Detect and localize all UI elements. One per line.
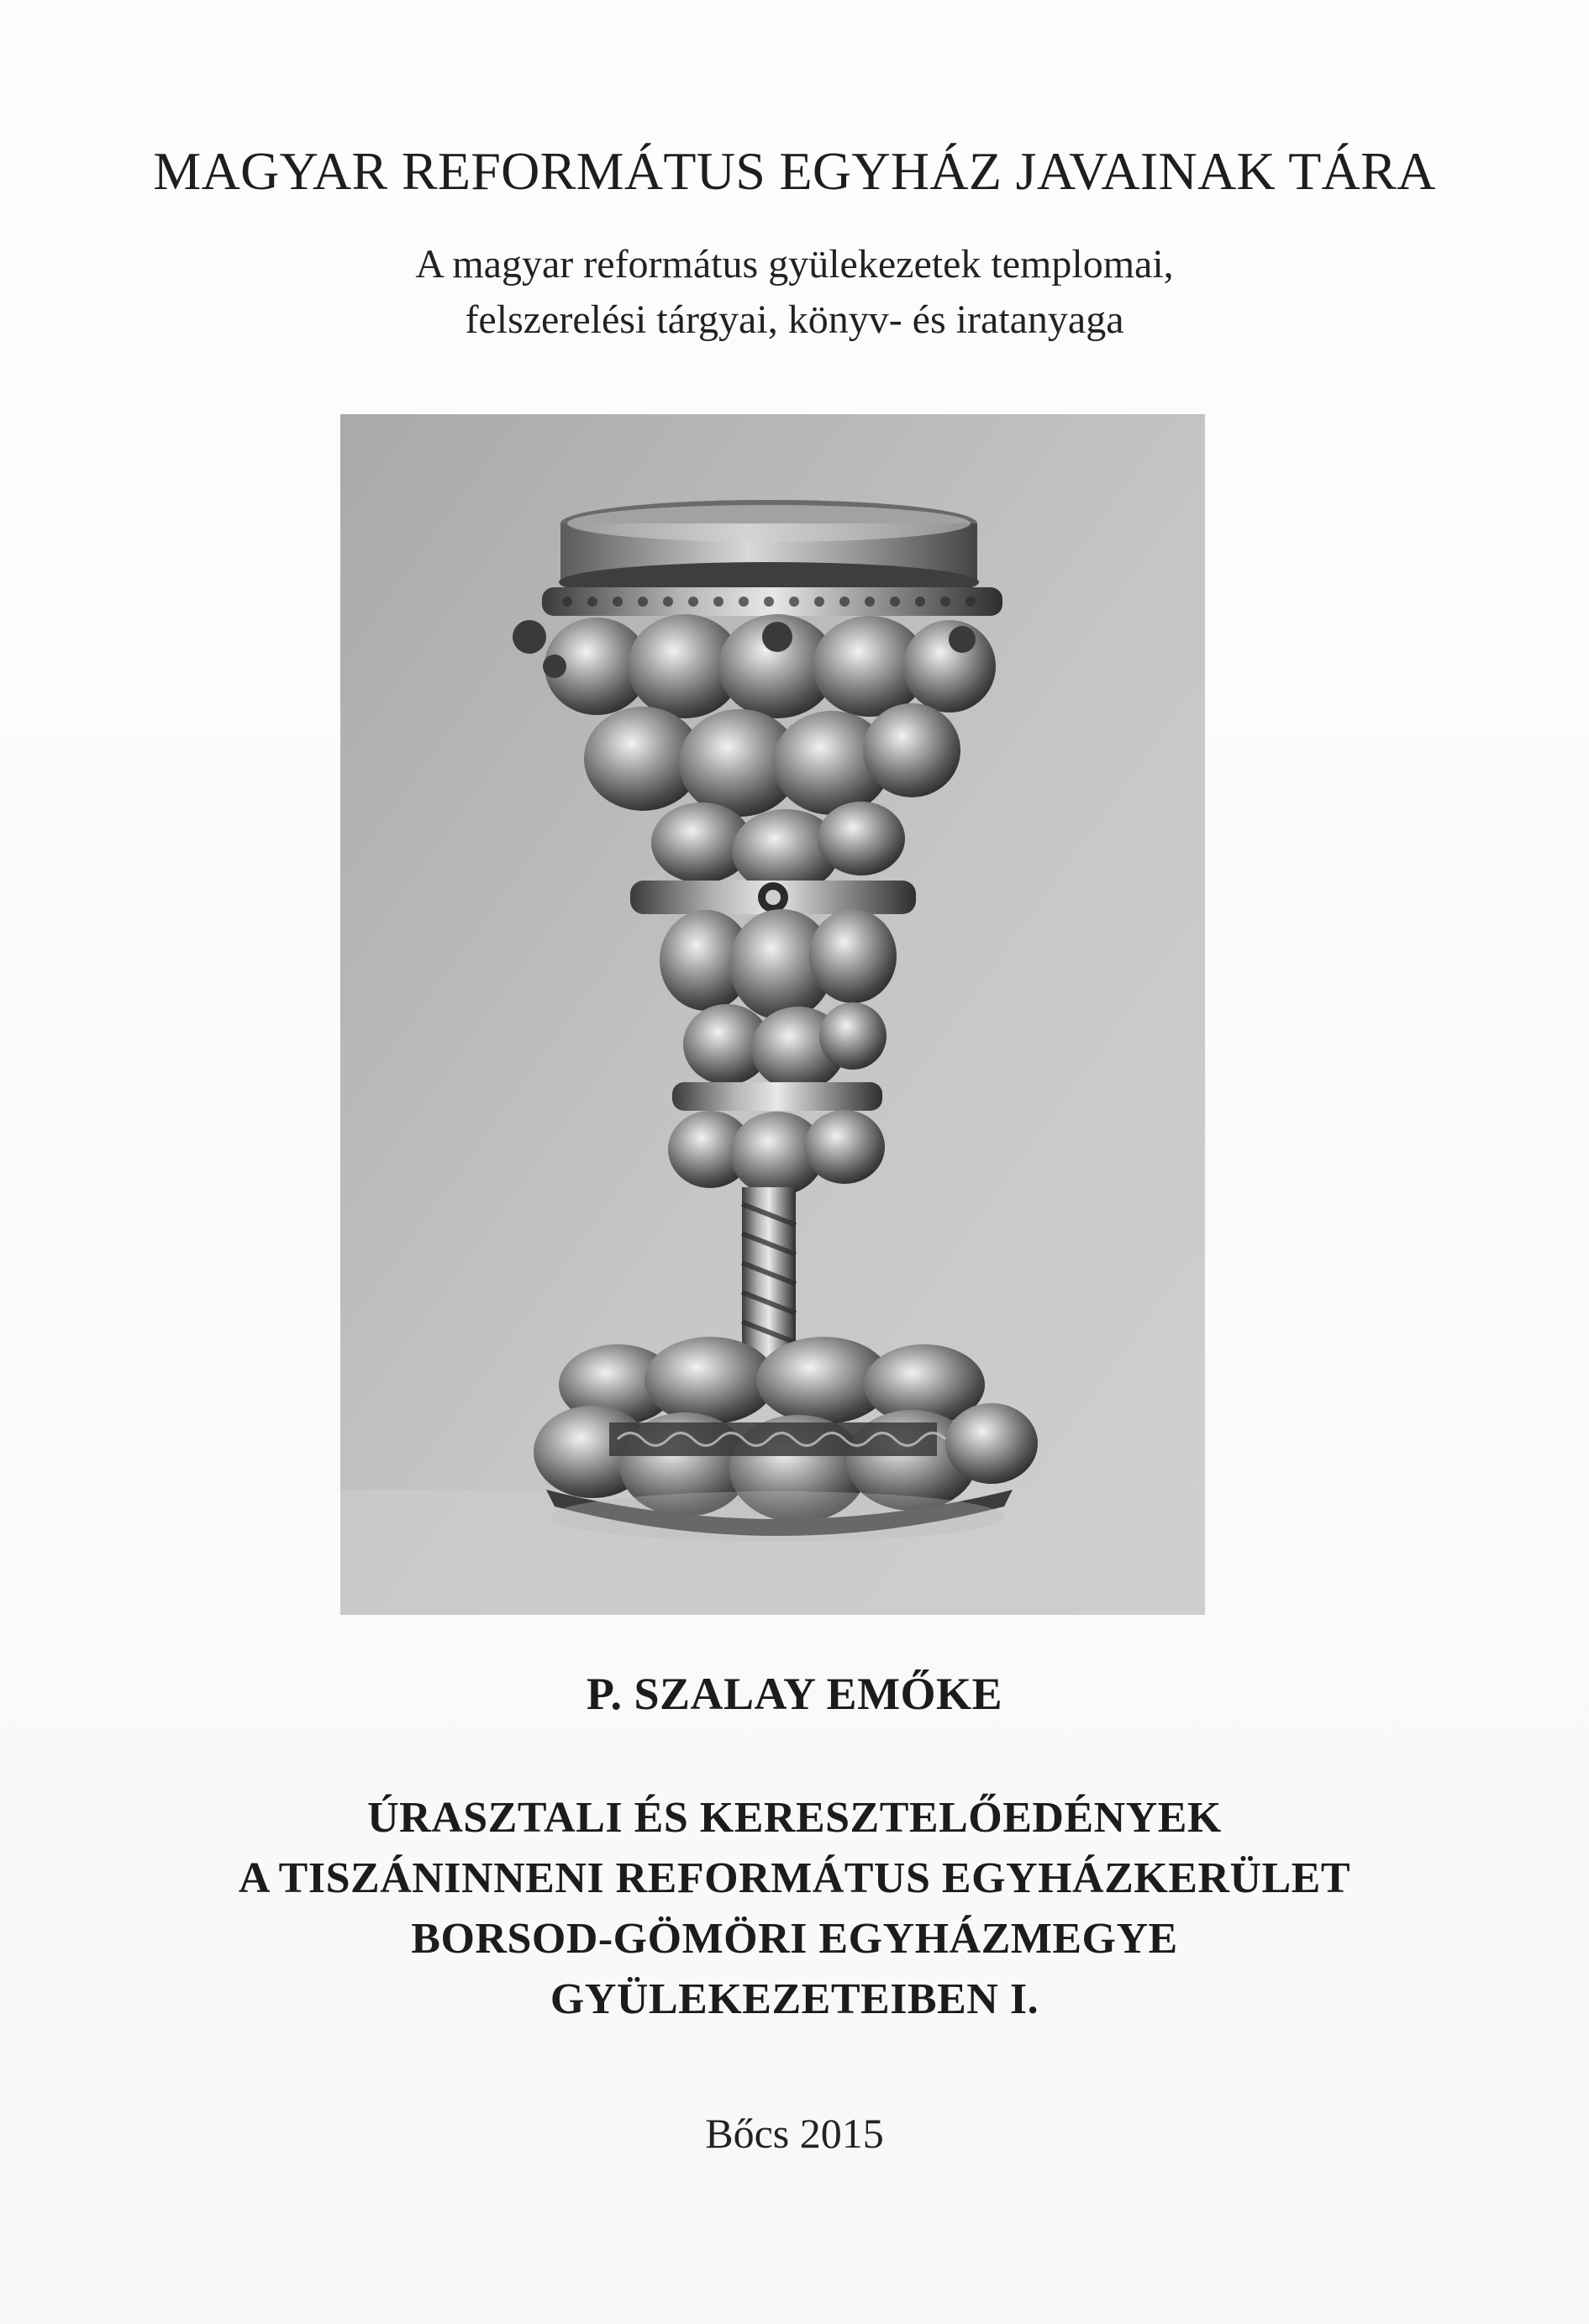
chalice-photograph xyxy=(340,414,1205,1615)
book-title-line-1: ÚRASZTALI ÉS KERESZTELŐEDÉNYEK xyxy=(367,1794,1222,1842)
book-title xyxy=(0,1788,1589,2030)
book-title-line-3: BORSOD-GÖMÖRI EGYHÁZMEGYE xyxy=(411,1915,1178,1963)
series-title: MAGYAR REFORMÁTUS EGYHÁZ JAVAINAK TÁRA xyxy=(153,141,1436,201)
chalice-illustration xyxy=(340,414,1205,1615)
series-subtitle xyxy=(0,237,1589,348)
imprint-place-year: Bőcs 2015 xyxy=(705,2110,884,2157)
series-subtitle-line-2: felszerelési tárgyai, könyv- és iratanyaga xyxy=(465,297,1124,342)
book-title-line-2: A TISZÁNINNENI REFORMÁTUS EGYHÁZKERÜLET xyxy=(238,1854,1351,1902)
series-subtitle-line-1: A magyar református gyülekezetek templomai, xyxy=(415,242,1174,287)
author-name: P. SZALAY EMŐKE xyxy=(586,1669,1003,1719)
book-title-line-4: GYÜLEKEZETEIBEN I. xyxy=(550,1975,1039,2023)
